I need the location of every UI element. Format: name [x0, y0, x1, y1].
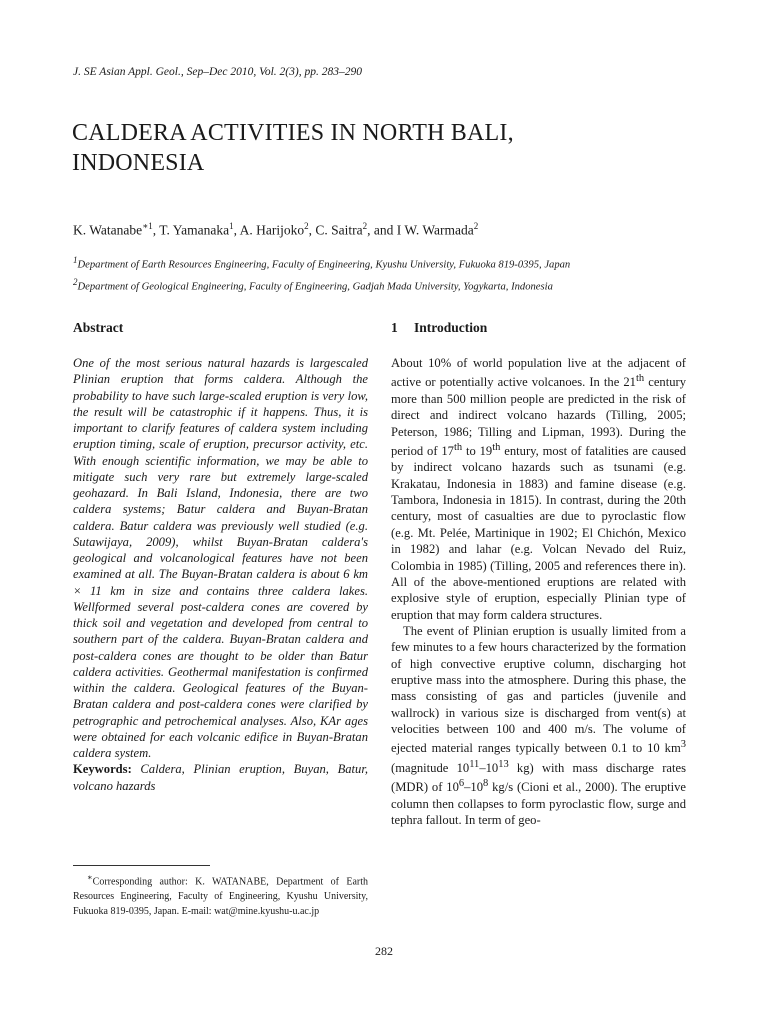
superscript: th — [492, 441, 501, 453]
superscript: 8 — [483, 778, 489, 790]
title-line-1: CALDERA ACTIVITIES IN NORTH BALI, — [72, 120, 514, 146]
superscript: 3 — [680, 739, 686, 751]
footnote-text: Corresponding author: K. WATANABE, Department of Earth Resources Engineering, Faculty of Engineering, Kyushu University, Fukuoka 819-0395, Japan. E-mail: wat@mine.kyushu-u.ac.jp — [73, 876, 368, 918]
affiliation-text: Department of Geological Engineering, Faculty of Engineering, Gadjah Mada University, Yogykarta, Indonesia — [77, 281, 553, 293]
author-name: , C. Saitra — [308, 222, 363, 238]
author-name: , T. Yamanaka — [152, 222, 230, 238]
corresponding-author-footnote — [73, 870, 368, 919]
text-run: century more than 500 million people are predicted in the risk of direct and indirect volcano hazards (Tilling, 2005; Peterson, 1986; Tilling and Lipman, 1993). During the period of 17 — [391, 375, 686, 459]
author-name: , and I W. Warmada — [367, 222, 474, 238]
superscript: 13 — [498, 758, 509, 770]
keywords — [73, 761, 368, 794]
page-number: 282 — [375, 944, 393, 958]
title-line-2: INDONESIA — [72, 150, 205, 176]
affiliations — [73, 252, 570, 295]
abstract-body: One of the most serious natural hazards is largescaled Plinian eruption that forms caldera. Although the probability to have such large-scaled eruption is very low, the result will be catastrophic if it happens. Thus, it is important to clarify features of caldera system including eruption timing, scale of eruption, precursor activity, etc. With enough scientific information, we may be able to mitigate such very rare but extremely large-scaled geohazard. In Bali Island, Indonesia, there are two caldera systems; Batur caldera and Buyan-Bratan caldera. Batur caldera was previously well studied (e.g. Sutawijaya, 2009), whilst Buyan-Bratan caldera's geological and volcanological features have not been examined at all. The Buyan-Bratan caldera is about 6 km × 11 km in size and contains three caldera lakes. Wellformed several post-caldera cones are covered by thick soil and vegetation and developed from central to southern part of the caldera. Buyan-Bratan caldera and post-caldera cones are thought to be older than Batur caldera activities. Geothermal manifestation is confirmed within the caldera. Geological features of the Buyan-Bratan caldera and post-caldera cones were clarified by petrographic and petrochemical analyses. Also, KAr ages were obtained for each volcanic edifice in Buyan-Bratan caldera system. — [73, 356, 368, 760]
left-column — [73, 320, 368, 794]
affiliation-text: Department of Earth Resources Engineering, Faculty of Engineering, Kyushu University, Fukuoka 819-0395, Japan — [77, 259, 571, 271]
text-run: kg) with mass discharge rates (MDR) of 10 — [391, 761, 686, 795]
text-run: –10 — [479, 761, 499, 775]
superscript: 11 — [469, 758, 480, 770]
text-run: About 10% of world population live at the adjacent of active or potentially active volcanoes. In the 21 — [391, 356, 686, 390]
footnote-rule — [73, 865, 210, 866]
author-name: K. Watanabe — [73, 222, 143, 238]
footnote-mark: ∗ — [87, 873, 93, 882]
keywords-list: Caldera, Plinian eruption, Buyan, Batur, volcano hazards — [73, 762, 369, 793]
abstract-heading: Abstract — [73, 320, 124, 335]
keywords-label: Keywords: — [73, 762, 132, 777]
affiliation-1 — [73, 252, 570, 274]
right-column — [391, 320, 686, 829]
intro-paragraph-2 — [391, 623, 686, 829]
author-name: , A. Harijoko — [233, 222, 305, 238]
section-heading-introduction — [391, 320, 686, 336]
intro-paragraph-1 — [391, 355, 686, 623]
section-number: 1 — [391, 320, 398, 335]
affiliation-mark: 1 — [73, 255, 78, 265]
author-mark: ∗1 — [142, 221, 153, 231]
author-mark: 2 — [304, 221, 309, 231]
section-title: Introduction — [414, 320, 488, 335]
text-run: (magnitude 10 — [391, 761, 470, 775]
text-run: kg/s (Cioni et al., 2000). The eruptive column then collapses to form pyroclastic flow, surge and tephra fallout. In term of geo- — [391, 780, 686, 828]
text-run: entury, most of fatalities are caused by indirect volcano hazards such as tsunami (e.g. Krakatau, Indonesia in 1883) and famine disease (e.g. Tambora, Indonesia in 1815). In contrast, during the 20th century, most of casualties are due to pyroclastic flow (e.g. Mt. Pelée, Martinique in 1902; El Chichón, Mexico in 1982) and lahar (e.g. Volcan Nevado del Ruiz, Colombia in 1985) (Tilling, 2005 and references there in). All of the above-mentioned eruptions are related with explosive style of eruption, especially Plinian type of eruption that may form caldera structures. — [391, 444, 686, 622]
text-run: The event of Plinian eruption is usually limited from a few minutes to a few hours characterized by the formation of high convective eruptive column, discharging hot eruptive mass into the atmosphere. During this phase, the mass consisting of gas and particles (juvenile and wallrock) in various size is discharged from vent(s) at velocities between 100 and 400 m/s. The volume of ejected material ranges typically between 0.1 to 10 km — [391, 623, 686, 756]
author-mark: 1 — [229, 221, 234, 231]
author-list — [73, 221, 478, 239]
text-run: –10 — [464, 780, 484, 795]
affiliation-2 — [73, 274, 570, 296]
paper-title — [72, 118, 692, 178]
journal-reference: J. SE Asian Appl. Geol., Sep–Dec 2010, Vol. 2(3), pp. 283–290 — [73, 66, 362, 78]
superscript: th — [453, 441, 463, 453]
text-run: to 19 — [462, 444, 493, 459]
author-mark: 2 — [362, 221, 368, 231]
author-mark: 2 — [473, 221, 479, 231]
superscript: 6 — [458, 778, 465, 790]
superscript: th — [635, 373, 645, 385]
affiliation-mark: 2 — [73, 276, 78, 287]
